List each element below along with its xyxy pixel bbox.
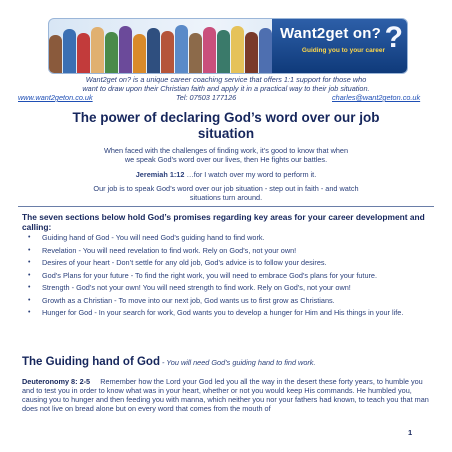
sections-list [22,233,432,321]
list-item: • Desires of your heart - Don’t settle for any old job, God’s advice is to follow your desires. [28,258,327,267]
list-item: • Growth as a Christian - To move into our next job, God wants us to first grow as Christians. [28,295,335,305]
page-title-line-2: situation [197,126,255,141]
verse-text: …for I watch over my word to perform it. [184,170,317,179]
scripture-passage [22,377,432,413]
heading-text: The Guiding hand of God [22,356,160,368]
bullet-icon: • [28,309,31,316]
brand-tagline: Guiding you to your career [301,47,385,54]
bullet-icon: • [28,246,31,254]
banner-crowd-illustration [49,19,299,73]
page-number: 1 [408,428,413,437]
list-item: • Revelation - You will need revelation to find work. Rely on God’s, not your own! [28,245,297,255]
header-banner [48,18,408,74]
bullet-icon: • [28,271,31,279]
lead-line-2: we speak God’s word over our lives, then He fights our battles. [124,155,328,164]
sections-intro: The seven sections below hold God’s promises regarding key areas for your career development and calling: [22,212,425,232]
bullet-icon: • [28,234,31,241]
bullet-icon: • [28,296,31,304]
closing-line-1: Our job is to speak God’s word over our job situation - step out in faith - and watch [93,184,359,193]
scripture-reference: Deuteronomy 8: 2-5 [22,377,91,386]
list-item: • Strength - God’s not your own! You will need strength to find work. Rely on God’s, not your own! [28,283,351,292]
list-item: • Hunger for God - In your search for work, God wants you to develop a hunger for Him and His things in your life. [28,308,404,317]
phone-number: Tel: 07503 177126 [176,93,237,102]
heading-subtitle: - You will need God’s guiding hand to find work. [159,358,316,367]
bullet-icon: • [28,284,31,291]
email-link[interactable]: charles@want2geton.co.uk [332,93,421,102]
lead-line-1: When faced with the challenges of finding work, it’s good to know that when [103,146,349,155]
intro-line-2: want to draw upon their Christian faith and apply it in a practical way to their job situation. [82,84,370,93]
bullet-icon: • [28,259,31,266]
brand-title: Want2get on? [280,25,381,42]
intro-line-1: Want2get on? is a unique career coaching service that offers 1:1 support for those who [85,75,367,84]
guiding-hand-heading [22,355,432,370]
list-item: • God’s Plans for your future - To find the right work, you will need to embrace God’s plans for your future. [28,270,378,280]
verse-reference: Jeremiah 1:12 [135,170,185,179]
brand-logo [272,19,407,73]
page-title-line-1: The power of declaring God’s word over our job [72,110,380,125]
question-mark-icon: ? [384,21,403,54]
list-item: • Guiding hand of God - You will need God’s guiding hand to find work. [28,233,265,242]
contact-line [18,93,434,103]
section-divider [18,206,434,207]
scripture-text: Remember how the Lord your God led you all the way in the desert these forty years, to humble you and to test you in order to know what was in your heart, whether or not you would keep His commands. He humbled you, causing you to hunger and then feeding you with manna, which neither you nor your fathers had known, to teach you that man does not live on bread alone but on every word that comes from the mouth of [22,377,431,413]
website-link[interactable]: www.want2geton.co.uk [18,93,93,102]
verse-line [30,170,422,179]
closing-line-2: situations turn around. [189,193,263,202]
